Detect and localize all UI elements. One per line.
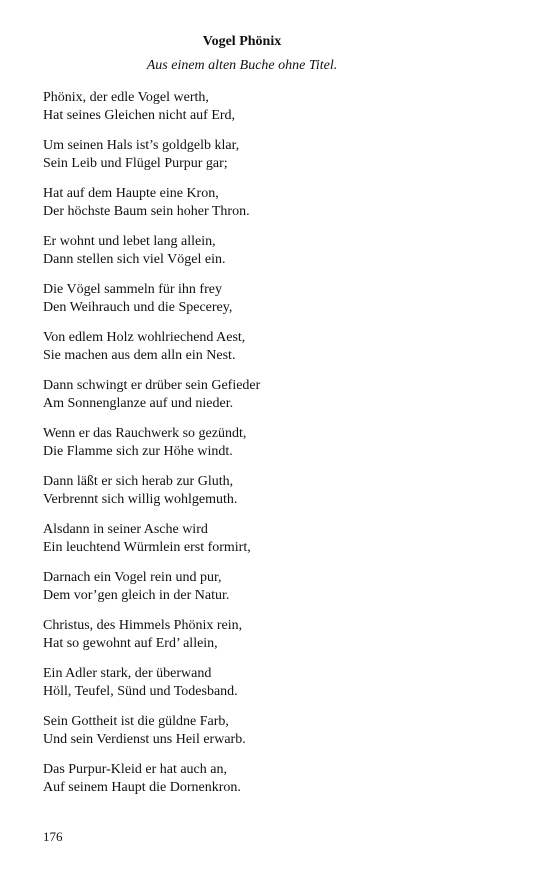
verse-line: Von edlem Holz wohlriechend Aest, [43, 330, 246, 345]
stanza [43, 665, 503, 700]
stanza [43, 761, 503, 796]
verse-line: Höll, Teufel, Sünd und Todesband. [43, 683, 238, 699]
stanza [43, 185, 503, 220]
stanza [43, 329, 503, 364]
verse-line: Hat auf dem Haupte eine Kron, [43, 186, 219, 201]
page-number: 176 [43, 829, 63, 844]
verse-line: Phönix, der edle Vogel werth, [43, 90, 209, 105]
stanza [43, 425, 503, 460]
verse-line: Er wohnt und lebet lang allein, [43, 234, 216, 249]
stanza [43, 521, 503, 556]
verse-line: Dann schwingt er drüber sein Gefieder [43, 378, 261, 393]
verse-line: Um seinen Hals ist’s goldgelb klar, [43, 138, 240, 153]
verse-line: Verbrennt sich willig wohlgemuth. [43, 491, 238, 507]
verse-line: Sie machen aus dem alln ein Nest. [43, 347, 236, 363]
verse-line: Ein Adler stark, der überwand [43, 666, 212, 681]
verse-line: Die Vögel sammeln für ihn frey [43, 282, 222, 297]
stanza [43, 713, 503, 748]
verse-line: Hat so gewohnt auf Erd’ allein, [43, 635, 218, 651]
poem-title: Vogel Phönix [202, 34, 282, 49]
verse-line: Den Weihrauch und die Specerey, [43, 299, 233, 315]
verse-line: Hat seines Gleichen nicht auf Erd, [43, 107, 236, 123]
poem-body [43, 89, 503, 809]
verse-line: Wenn er das Rauchwerk so gezündt, [43, 426, 247, 441]
verse-line: Am Sonnenglanze auf und nieder. [43, 395, 234, 411]
verse-line: Christus, des Himmels Phönix rein, [43, 618, 243, 633]
poem-subtitle: Aus einem alten Buche ohne Titel. [146, 58, 338, 73]
stanza [43, 89, 503, 124]
verse-line: Und sein Verdienst uns Heil erwarb. [43, 731, 246, 747]
stanza [43, 281, 503, 316]
verse-line: Das Purpur-Kleid er hat auch an, [43, 762, 227, 777]
verse-line: Die Flamme sich zur Höhe windt. [43, 443, 233, 459]
verse-line: Der höchste Baum sein hoher Thron. [43, 203, 250, 219]
stanza [43, 377, 503, 412]
verse-line: Ein leuchtend Würmlein erst formirt, [43, 539, 251, 555]
stanza [43, 473, 503, 508]
verse-line: Dem vor’gen gleich in der Natur. [43, 587, 230, 603]
verse-line: Alsdann in seiner Asche wird [43, 522, 208, 537]
verse-line: Darnach ein Vogel rein und pur, [43, 570, 222, 585]
verse-line: Dann läßt er sich herab zur Gluth, [43, 474, 234, 489]
stanza [43, 137, 503, 172]
verse-line: Sein Leib und Flügel Purpur gar; [43, 155, 228, 171]
verse-line: Auf seinem Haupt die Dornenkron. [43, 779, 241, 795]
verse-line: Dann stellen sich viel Vögel ein. [43, 251, 226, 267]
stanza [43, 233, 503, 268]
verse-line: Sein Gottheit ist die güldne Farb, [43, 714, 229, 729]
stanza [43, 569, 503, 604]
stanza [43, 617, 503, 652]
